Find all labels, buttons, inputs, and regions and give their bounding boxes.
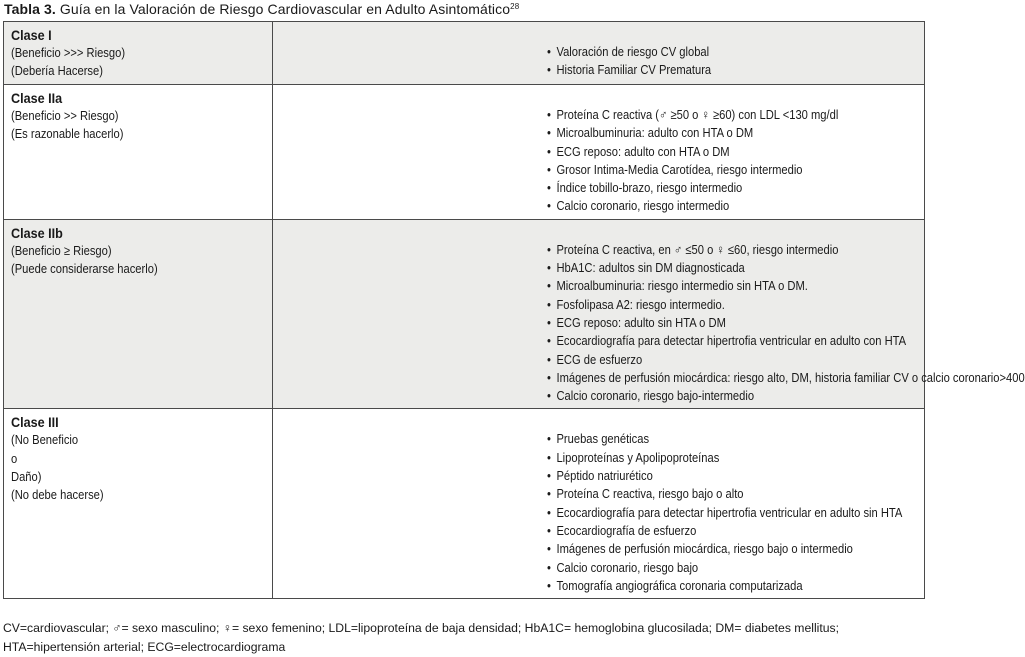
bullet-icon: • [547, 143, 551, 159]
class-note: Daño) [11, 469, 42, 485]
table-footnote: CV=cardiovascular; ♂= sexo masculino; ♀= sexo femenino; LDL=lipoproteína de baja densidad; HbA1C= hemoglobina glucosilada; DM= diabetes mellitus; HTA=hipertensión arterial; ECG=electrocardiograma [3, 621, 839, 654]
risk-table [3, 21, 1025, 599]
class-title: Clase I [11, 27, 52, 43]
list-item [547, 314, 871, 332]
item-text: Fosfolipasa A2: riesgo intermedio. [556, 296, 725, 312]
class-cell [4, 409, 273, 599]
bullet-icon: • [547, 333, 551, 349]
class-note: (Debería Hacerse) [11, 63, 103, 79]
class-title: Clase III [11, 414, 59, 431]
list-item [547, 332, 907, 350]
bullet-icon: • [547, 351, 551, 367]
list-item [547, 485, 871, 503]
item-text: Ecocardiografía para detectar hipertrofia ventricular en adulto con HTA [556, 333, 907, 349]
item-text: ECG reposo: adulto sin HTA o DM [556, 314, 726, 330]
class-cell [4, 22, 273, 85]
item-text: Microalbuminuria: riesgo intermedio sin HTA o DM. [556, 278, 808, 294]
items-cell [273, 409, 925, 599]
table-label: Tabla 3. [4, 1, 56, 17]
item-text: Grosor Intima-Media Carotídea, riesgo intermedio [556, 161, 803, 177]
items-list [547, 106, 924, 216]
list-item [547, 296, 871, 314]
bullet-icon: • [547, 278, 551, 294]
bullet-icon: • [547, 198, 551, 214]
class-note: (No Beneficio [11, 432, 79, 448]
bullet-icon: • [547, 388, 551, 404]
list-item [547, 577, 871, 595]
item-text: Pruebas genéticas [556, 431, 650, 447]
table-row [4, 85, 925, 220]
list-item [547, 241, 871, 259]
items-list [547, 241, 1025, 406]
bullet-icon: • [547, 541, 551, 557]
bullet-icon: • [547, 180, 551, 196]
item-text: ECG reposo: adulto con HTA o DM [556, 143, 730, 159]
class-title: Clase IIa [11, 90, 63, 106]
list-item [547, 351, 871, 369]
reference-number: 28 [510, 2, 520, 11]
list-item [547, 430, 871, 448]
list-item [547, 369, 1025, 387]
bullet-icon: • [547, 577, 551, 593]
list-item [547, 522, 871, 540]
list-item [547, 559, 871, 577]
items-cell [273, 85, 925, 220]
item-text: Historia Familiar CV Prematura [556, 62, 712, 78]
bullet-icon: • [547, 107, 551, 122]
class-title: Clase IIb [11, 224, 63, 241]
table-row [4, 219, 925, 409]
table-row [4, 22, 925, 85]
item-text: Proteína C reactiva, riesgo bajo o alto [556, 486, 744, 502]
item-text: Microalbuminuria: adulto con HTA o DM [556, 125, 754, 141]
class-note: o [11, 450, 18, 466]
list-item [547, 143, 871, 161]
item-text: Imágenes de perfusión miocárdica, riesgo bajo o intermedio [556, 541, 853, 557]
class-note: (Es razonable hacerlo) [11, 126, 124, 142]
item-text: Proteína C reactiva (♂ ≥50 o ♀ ≥60) con LDL <130 mg/dl [556, 107, 839, 122]
list-item [547, 179, 871, 197]
list-item [547, 449, 871, 467]
item-text: Tomografía angiográfica coronaria computarizada [556, 577, 803, 593]
bullet-icon: • [547, 314, 551, 330]
item-text: ECG de esfuerzo [556, 351, 643, 367]
items-cell [273, 22, 925, 85]
item-text: Lipoproteínas y Apolipoproteínas [556, 449, 720, 465]
bullet-icon: • [547, 522, 551, 538]
bullet-icon: • [547, 468, 551, 484]
bullet-icon: • [547, 241, 551, 257]
class-cell [4, 85, 273, 220]
class-note: (No debe hacerse) [11, 487, 104, 503]
bullet-icon: • [547, 260, 551, 276]
bullet-icon: • [547, 559, 551, 575]
items-list [547, 43, 924, 80]
list-item [547, 277, 871, 295]
list-item [547, 61, 871, 79]
list-item [547, 124, 871, 142]
bullet-icon: • [547, 125, 551, 141]
item-text: Ecocardiografía de esfuerzo [556, 522, 697, 538]
item-text: Calcio coronario, riesgo intermedio [556, 198, 730, 214]
bullet-icon: • [547, 449, 551, 465]
bullet-icon: • [547, 504, 551, 520]
class-cell [4, 219, 273, 409]
item-text: Calcio coronario, riesgo bajo-intermedio [556, 388, 755, 404]
list-item [547, 540, 871, 558]
table-row [4, 409, 925, 599]
item-text: HbA1C: adultos sin DM diagnosticada [556, 260, 745, 276]
table-caption [4, 1, 519, 17]
bullet-icon: • [547, 369, 551, 385]
list-item [547, 197, 871, 215]
item-text: Imágenes de perfusión miocárdica: riesgo alto, DM, historia familiar CV o calcio coronario>400 [556, 369, 1025, 385]
item-text: Proteína C reactiva, en ♂ ≤50 o ♀ ≤60, riesgo intermedio [556, 241, 839, 257]
item-text: Índice tobillo-brazo, riesgo intermedio [556, 180, 743, 196]
table-title: Guía en la Valoración de Riesgo Cardiovascular en Adulto Asintomático [55, 1, 511, 17]
bullet-icon: • [547, 161, 551, 177]
item-text: Ecocardiografía para detectar hipertrofia ventricular en adulto sin HTA [556, 504, 903, 520]
item-text: Péptido natriurético [556, 468, 653, 484]
list-item [547, 387, 871, 405]
class-note: (Beneficio ≥ Riesgo) [11, 242, 112, 258]
list-item [547, 467, 871, 485]
list-item [547, 43, 871, 61]
items-cell [273, 219, 1025, 409]
list-item [547, 161, 871, 179]
class-note: (Beneficio >> Riesgo) [11, 108, 119, 123]
list-item [547, 259, 871, 277]
list-item [547, 504, 903, 522]
bullet-icon: • [547, 62, 551, 78]
bullet-icon: • [547, 296, 551, 312]
bullet-icon: • [547, 431, 551, 447]
class-note: (Beneficio >>> Riesgo) [11, 45, 126, 60]
items-list [547, 430, 924, 595]
bullet-icon: • [547, 486, 551, 502]
list-item [547, 106, 871, 124]
item-text: Calcio coronario, riesgo bajo [556, 559, 699, 575]
class-note: (Puede considerarse hacerlo) [11, 261, 158, 277]
bullet-icon: • [547, 44, 551, 59]
item-text: Valoración de riesgo CV global [556, 44, 710, 59]
